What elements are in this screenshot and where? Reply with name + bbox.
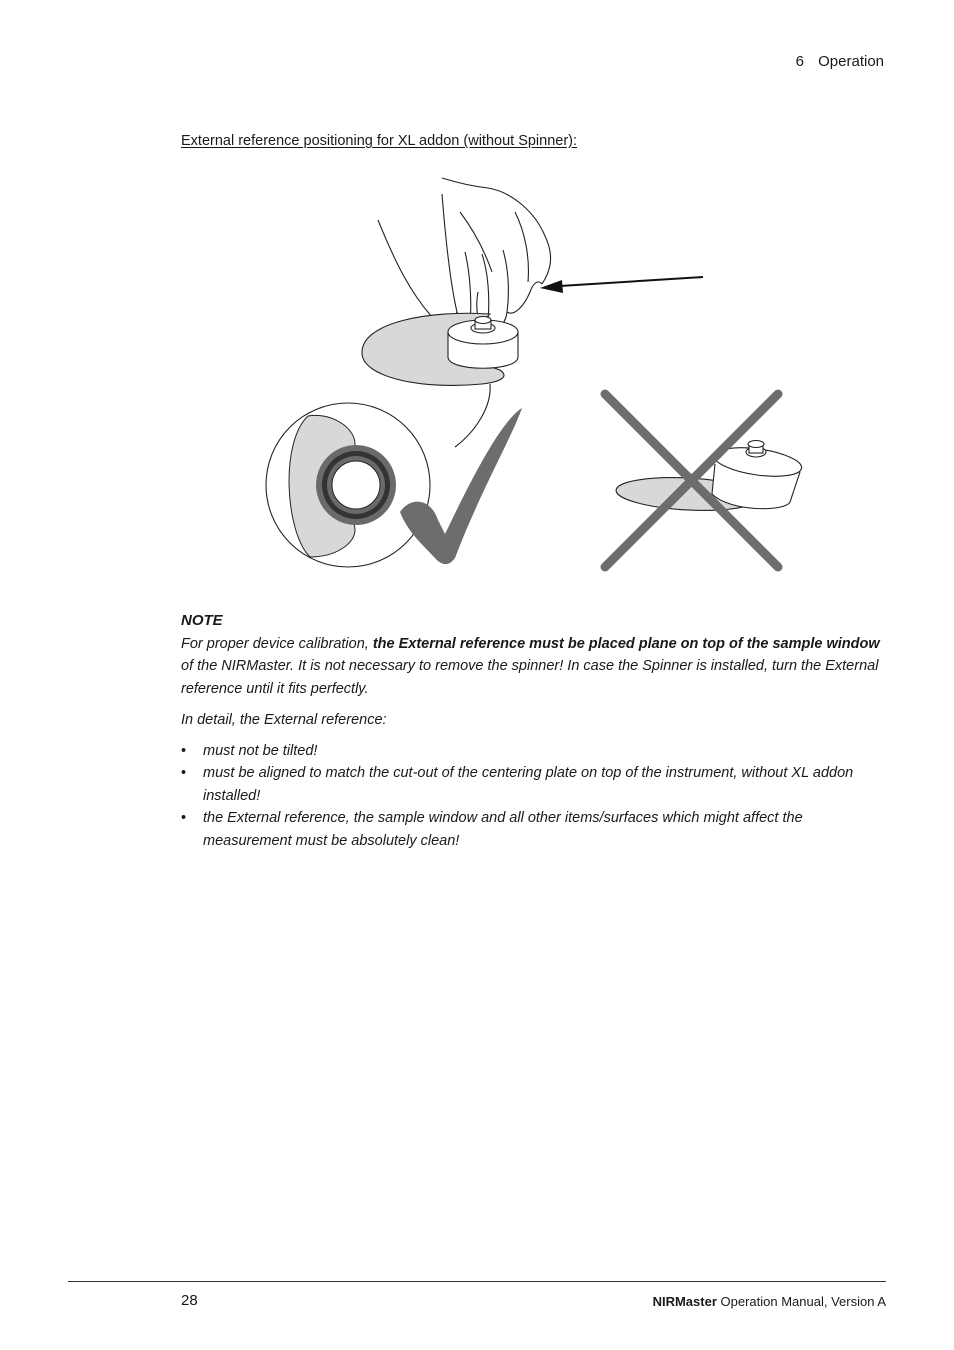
page-number: 28 [181,1292,198,1309]
note-intro: For proper device calibration, [181,635,373,652]
hand-illustration [378,178,551,332]
manual-version: Operation Manual, Version A [716,1294,886,1309]
list-item-text: must not be tilted! [203,742,318,759]
arrow-icon [540,277,703,293]
magnified-detail-circle [266,403,430,567]
list-item [181,762,881,807]
footer-title [653,1294,886,1309]
note-bold-text: the External reference must be placed plane on top of the sample window [372,635,880,652]
note-title: NOTE [181,612,223,629]
list-item-text: the External reference, the sample window and all other items/surfaces which might affect the measurement must be absolutely clean! [203,810,803,849]
note-paragraph [181,633,881,701]
bullet-icon: • [181,765,187,781]
list-item-text: must be aligned to match the cut-out of the centering plate on top of the instrument, without XL addon installed! [203,765,854,804]
footer-divider [68,1281,886,1282]
bullet-icon: • [181,810,187,826]
note-rest: of the NIRMaster. It is not necessary to remove the spinner! In case the Spinner is installed, turn the External reference until it fits perfectly. [181,658,879,697]
requirements-list [181,740,881,853]
external-reference-puck [448,317,518,369]
page-header [796,53,884,70]
figure-caption: External reference positioning for XL addon (without Spinner): [181,133,578,149]
list-item [181,807,881,852]
note-block [181,610,881,852]
callout-line [455,384,490,447]
detail-intro: In detail, the External reference: [181,712,387,728]
chapter-title: Operation [818,53,884,70]
bullet-icon: • [181,742,187,759]
reference-positioning-illustration [260,172,820,582]
chapter-number: 6 [795,53,804,70]
product-name: NIRMaster [652,1294,717,1309]
list-item [181,740,881,763]
